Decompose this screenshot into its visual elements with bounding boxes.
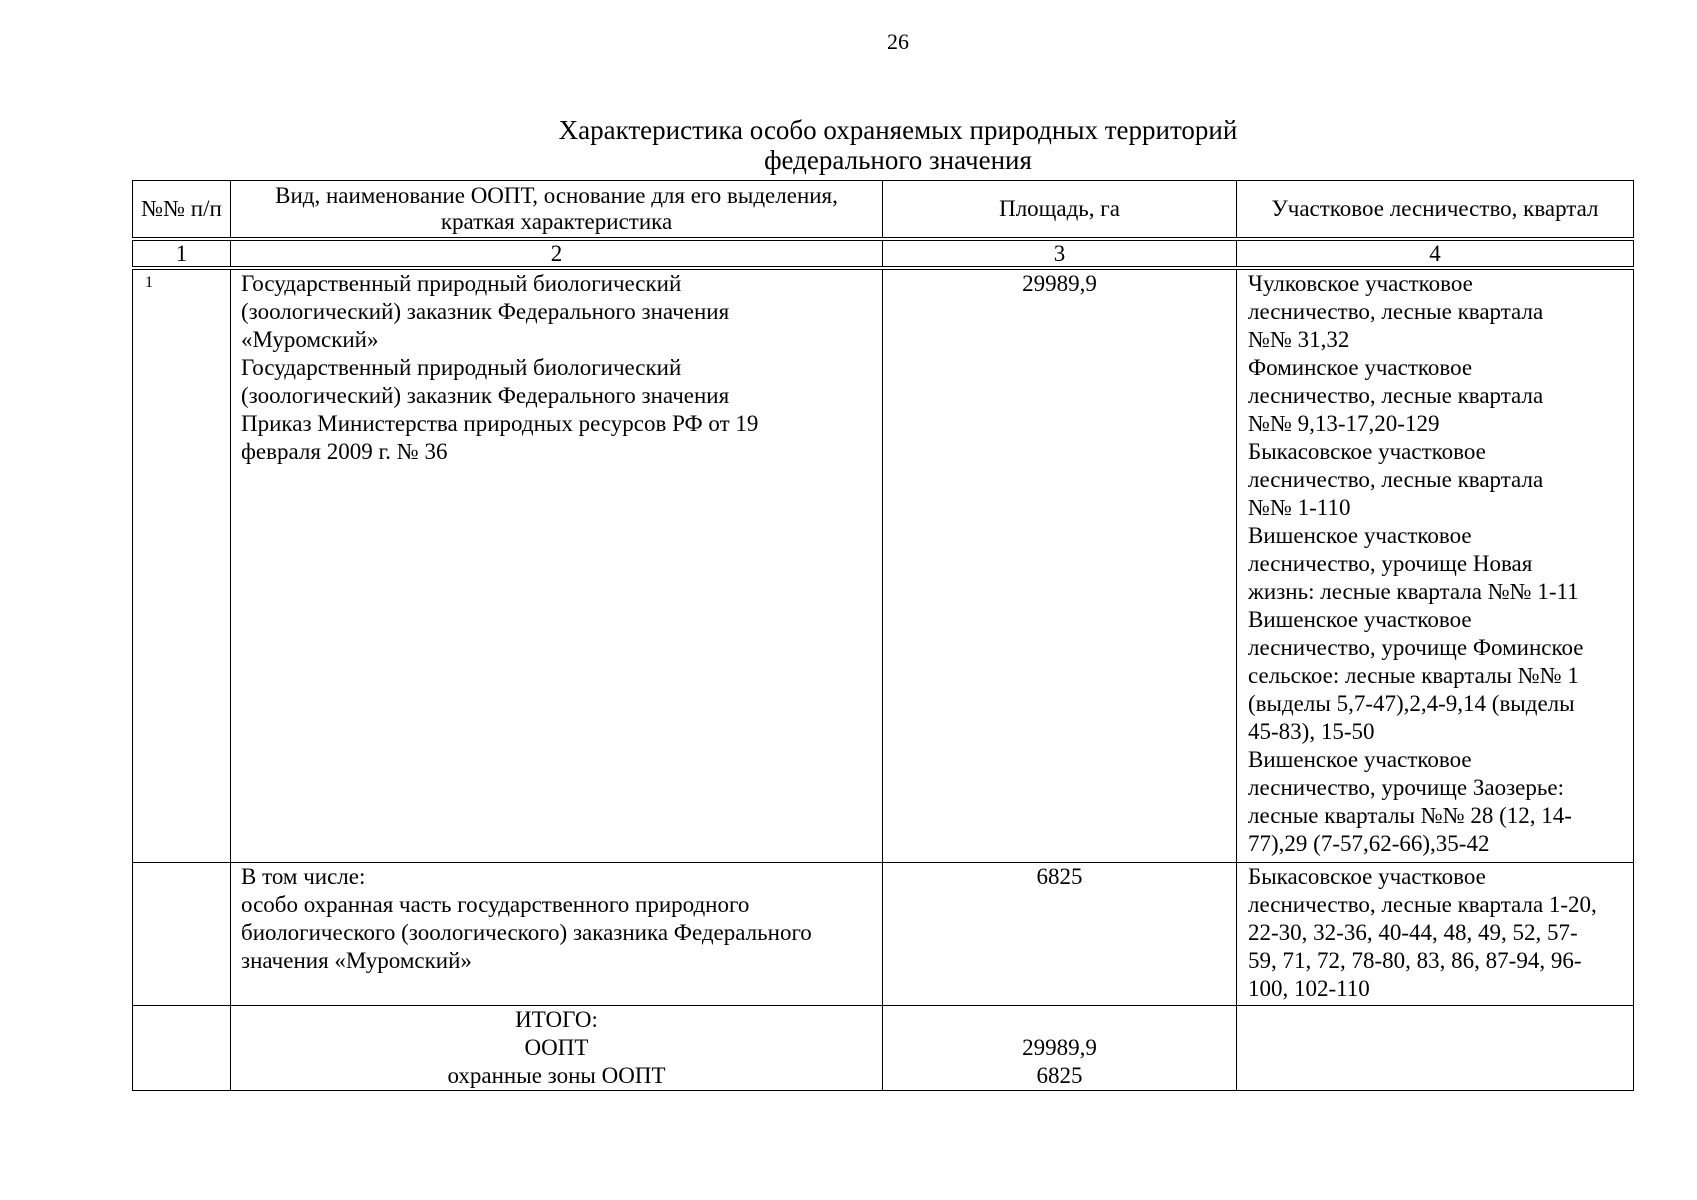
total-labels — [231, 1006, 883, 1091]
forestry-line: лесничество, урочище Новая — [1248, 551, 1533, 576]
page-number: 26 — [887, 29, 909, 54]
forestry-line: Быкасовское участковое — [1248, 864, 1486, 889]
row-forestry — [1237, 863, 1634, 1006]
row-area: 29989,9 — [883, 268, 1237, 863]
column-number: 1 — [133, 239, 231, 268]
forestry-line: №№ 31,32 — [1248, 327, 1350, 352]
row-area: 6825 — [883, 863, 1237, 1006]
description-line: Приказ Министерства природных ресурсов РФ от 19 — [241, 411, 759, 436]
forestry-line: Фоминское участковое — [1248, 355, 1473, 380]
forestry-line: лесничество, лесные квартала — [1248, 299, 1544, 324]
forestry-line: Вишенское участковое — [1248, 607, 1472, 632]
description-line: Государственный природный биологический — [241, 271, 682, 296]
description-line: значения «Муромский» — [241, 948, 472, 973]
row-number: 1 — [133, 268, 231, 863]
forestry-line: 22-30, 32-36, 40-44, 48, 49, 52, 57- — [1248, 920, 1578, 945]
table-row — [133, 863, 1634, 1006]
row-description — [231, 268, 883, 863]
forestry-line: лесничество, урочище Заозерье: — [1248, 775, 1564, 800]
column-number: 3 — [883, 239, 1237, 268]
column-number-row — [133, 239, 1634, 268]
forestry-line: Вишенское участковое — [1248, 747, 1472, 772]
description-line: «Муромский» — [241, 327, 379, 352]
total-oopt-label: ООПТ — [524, 1035, 589, 1060]
table-row — [133, 268, 1634, 863]
total-number-cell — [133, 1006, 231, 1091]
header-area: Площадь, га — [883, 181, 1237, 240]
description-line: Государственный природный биологический — [241, 355, 682, 380]
forestry-line: №№ 9,13-17,20-129 — [1248, 411, 1440, 436]
description-line: В том числе: — [241, 864, 366, 889]
forestry-line: лесничество, урочище Фоминское — [1248, 635, 1584, 660]
forestry-line: Быкасовское участковое — [1248, 439, 1486, 464]
oopt-table — [132, 180, 1634, 1091]
total-label: ИТОГО: — [515, 1007, 598, 1032]
forestry-line: №№ 1-110 — [1248, 495, 1351, 520]
table-header-row — [133, 181, 1634, 240]
column-number: 4 — [1237, 239, 1634, 268]
total-zones-label: охранные зоны ООПТ — [447, 1063, 666, 1088]
description-line: (зоологический) заказник Федерального значения — [241, 299, 730, 324]
column-number: 2 — [231, 239, 883, 268]
description-line: особо охранная часть государственного природного — [241, 892, 750, 917]
header-forestry: Участковое лесничество, квартал — [1237, 181, 1634, 240]
title-line-1: Характеристика особо охраняемых природных территорий — [558, 115, 1238, 145]
description-line: февраля 2009 г. № 36 — [241, 439, 448, 464]
row-forestry — [1237, 268, 1634, 863]
forestry-line: 100, 102-110 — [1248, 976, 1370, 1001]
total-spacer — [883, 1006, 1236, 1034]
forestry-line: сельское: лесные кварталы №№ 1 — [1248, 663, 1579, 688]
header-description: Вид, наименование ООПТ, основание для его выделения, краткая характеристика — [231, 181, 883, 240]
forestry-line: Чулковское участковое — [1248, 271, 1473, 296]
page-title — [0, 115, 1697, 175]
forestry-line: лесничество, лесные квартала 1-20, — [1248, 892, 1597, 917]
forestry-line: жизнь: лесные квартала №№ 1-11 — [1248, 579, 1579, 604]
total-zones-area: 6825 — [1036, 1063, 1083, 1088]
forestry-line: 45-83), 15-50 — [1248, 719, 1375, 744]
forestry-line: Вишенское участковое — [1248, 523, 1472, 548]
total-forestry-cell — [1237, 1006, 1634, 1091]
total-row — [133, 1006, 1634, 1091]
forestry-line: (выделы 5,7-47),2,4-9,14 (выделы — [1248, 691, 1575, 716]
forestry-line: 77),29 (7-57,62-66),35-42 — [1248, 831, 1490, 856]
row-number — [133, 863, 231, 1006]
row-description — [231, 863, 883, 1006]
forestry-line: лесничество, лесные квартала — [1248, 467, 1544, 492]
forestry-line: 59, 71, 72, 78-80, 83, 86, 87-94, 96- — [1248, 948, 1582, 973]
forestry-line: лесничество, лесные квартала — [1248, 383, 1544, 408]
total-areas — [883, 1006, 1237, 1091]
title-line-2: федерального значения — [764, 145, 1032, 175]
total-oopt-area: 29989,9 — [1022, 1035, 1097, 1060]
forestry-line: лесные кварталы №№ 28 (12, 14- — [1248, 803, 1572, 828]
description-line: (зоологический) заказник Федерального значения — [241, 383, 730, 408]
description-line: биологического (зоологического) заказника Федерального — [241, 920, 812, 945]
header-number: №№ п/п — [133, 181, 231, 240]
